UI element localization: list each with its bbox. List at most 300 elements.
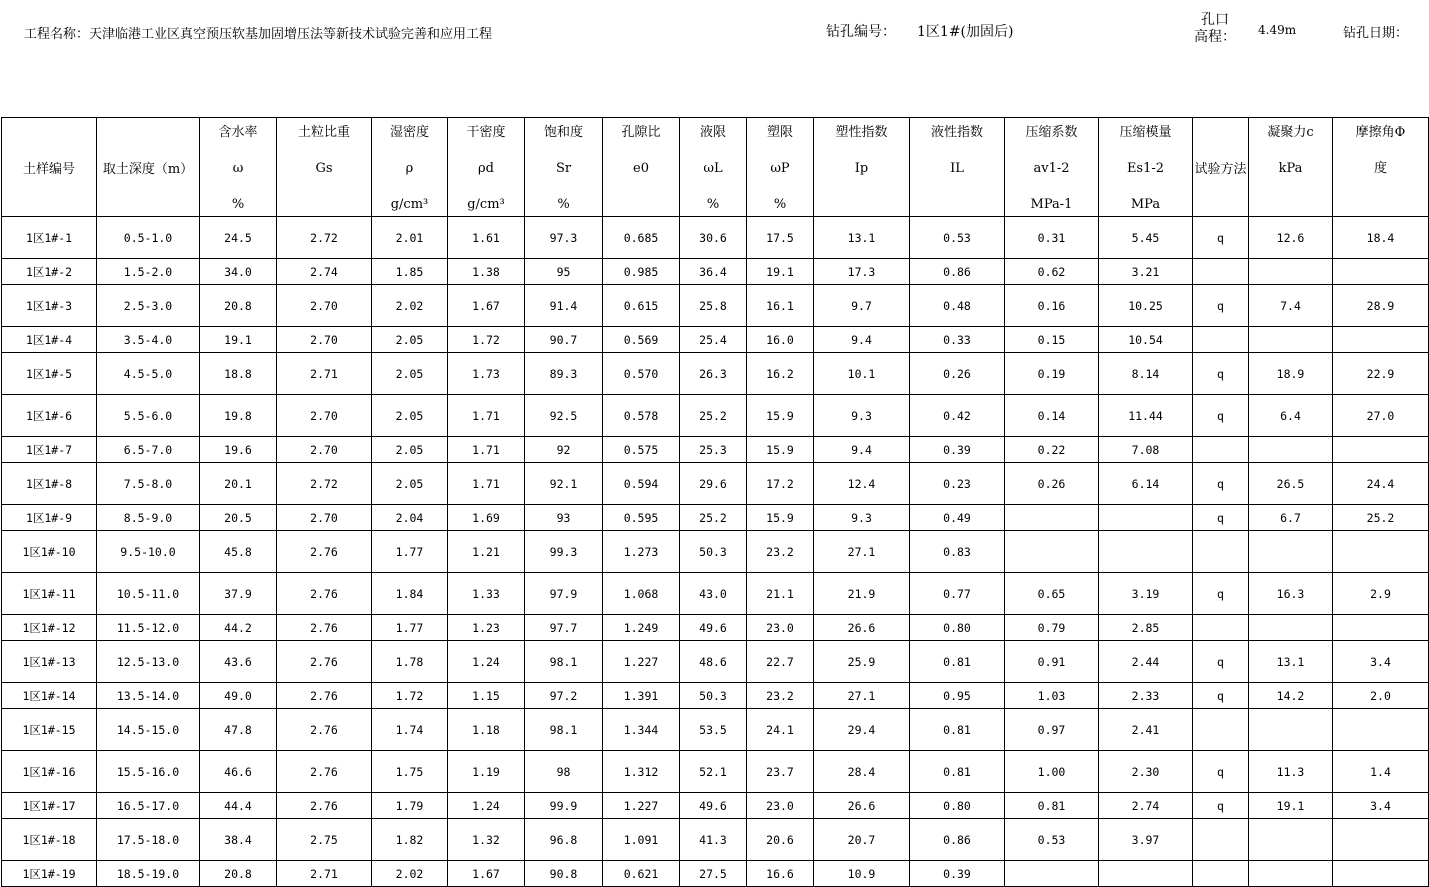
table-cell: 3.97	[1099, 819, 1193, 861]
column-header	[680, 118, 747, 217]
table-cell	[1005, 861, 1099, 887]
table-cell: 25.3	[680, 437, 747, 463]
table-cell: 1.72	[448, 327, 525, 353]
table-cell: 1区1#-10	[2, 531, 97, 573]
table-cell: 96.8	[525, 819, 603, 861]
table-cell: 12.5-13.0	[97, 641, 200, 683]
table-cell: 23.0	[747, 793, 814, 819]
table-cell: 14.5-15.0	[97, 709, 200, 751]
table-cell	[1333, 437, 1429, 463]
project-name: 工程名称：天津临港工业区真空预压软基加固增压法等新技术试验完善和应用工程	[24, 27, 493, 42]
table-cell: 1.15	[448, 683, 525, 709]
table-cell: 2.41	[1099, 709, 1193, 751]
table-cell: q	[1193, 793, 1249, 819]
table-cell: 25.8	[680, 285, 747, 327]
table-cell: 17.2	[747, 463, 814, 505]
table-cell: 1.78	[372, 641, 448, 683]
table-cell: 11.44	[1099, 395, 1193, 437]
table-cell: 6.14	[1099, 463, 1193, 505]
table-cell	[1333, 327, 1429, 353]
soil-test-table	[1, 117, 1429, 887]
table-cell: 29.4	[814, 709, 910, 751]
table-cell: 99.9	[525, 793, 603, 819]
table-cell: 17.3	[814, 259, 910, 285]
column-header	[1333, 118, 1429, 217]
table-cell: 2.76	[277, 641, 372, 683]
table-cell: 1.00	[1005, 751, 1099, 793]
table-cell: 52.1	[680, 751, 747, 793]
table-cell: 15.9	[747, 505, 814, 531]
column-symbol: Es1-2	[1126, 161, 1165, 176]
table-cell: q	[1193, 573, 1249, 615]
table-cell	[1249, 861, 1333, 887]
column-unit	[910, 197, 1004, 213]
table-cell: 1.23	[448, 615, 525, 641]
table-cell: 0.39	[910, 861, 1005, 887]
table-cell: 1区1#-6	[2, 395, 97, 437]
table-cell: 0.22	[1005, 437, 1099, 463]
table-cell: 0.16	[1005, 285, 1099, 327]
table-cell: q	[1193, 217, 1249, 259]
table-cell: 19.6	[200, 437, 277, 463]
table-cell: 1.24	[448, 793, 525, 819]
table-cell: 13.5-14.0	[97, 683, 200, 709]
table-cell	[1099, 531, 1193, 573]
table-cell: 25.2	[680, 395, 747, 437]
table-cell: 98.1	[525, 641, 603, 683]
table-cell: 2.05	[372, 463, 448, 505]
column-title: 孔隙比	[621, 125, 661, 140]
table-cell: 2.70	[277, 285, 372, 327]
table-cell	[1005, 531, 1099, 573]
table-cell: 8.5-9.0	[97, 505, 200, 531]
table-cell: 26.5	[1249, 463, 1333, 505]
table-cell: 22.7	[747, 641, 814, 683]
table-cell: 2.76	[277, 751, 372, 793]
table-cell: 15.9	[747, 395, 814, 437]
table-cell: 0.48	[910, 285, 1005, 327]
column-unit	[1249, 197, 1332, 213]
table-cell: 25.2	[1333, 505, 1429, 531]
table-cell: 12.6	[1249, 217, 1333, 259]
table-cell: 1.61	[448, 217, 525, 259]
column-header	[1005, 118, 1099, 217]
table-cell: 47.8	[200, 709, 277, 751]
column-title: 摩擦角Φ	[1355, 125, 1406, 140]
table-cell: 41.3	[680, 819, 747, 861]
table-row	[2, 217, 1429, 259]
table-cell: 49.6	[680, 793, 747, 819]
table-cell: 20.7	[814, 819, 910, 861]
table-cell: 0.62	[1005, 259, 1099, 285]
table-cell: 43.0	[680, 573, 747, 615]
table-cell: 17.5-18.0	[97, 819, 200, 861]
date-label: 钻孔日期：	[1343, 26, 1409, 41]
table-cell: 1.82	[372, 819, 448, 861]
table-cell	[1333, 615, 1429, 641]
table-cell: 90.7	[525, 327, 603, 353]
table-cell: 1区1#-3	[2, 285, 97, 327]
table-cell: 1.79	[372, 793, 448, 819]
table-cell: 17.5	[747, 217, 814, 259]
table-cell: 0.685	[603, 217, 680, 259]
column-unit	[603, 197, 679, 213]
table-cell: 2.02	[372, 861, 448, 887]
table-cell: 0.985	[603, 259, 680, 285]
table-cell: 2.5-3.0	[97, 285, 200, 327]
table-cell: 22.9	[1333, 353, 1429, 395]
table-row	[2, 751, 1429, 793]
table-cell: 0.31	[1005, 217, 1099, 259]
table-cell: 1.19	[448, 751, 525, 793]
table-cell: 0.53	[910, 217, 1005, 259]
table-cell: 3.21	[1099, 259, 1193, 285]
table-cell: 20.1	[200, 463, 277, 505]
table-cell: 9.7	[814, 285, 910, 327]
column-title: 含水率	[218, 125, 258, 140]
elevation-label	[1194, 12, 1236, 46]
table-cell: 0.5-1.0	[97, 217, 200, 259]
table-cell	[1333, 259, 1429, 285]
column-unit	[277, 197, 371, 213]
table-cell: 0.53	[1005, 819, 1099, 861]
table-cell: 0.81	[1005, 793, 1099, 819]
table-cell: 0.91	[1005, 641, 1099, 683]
table-cell: 0.86	[910, 259, 1005, 285]
elevation-value: 4.49m	[1258, 23, 1297, 37]
table-cell: 2.70	[277, 327, 372, 353]
column-header	[603, 118, 680, 217]
table-cell: 1区1#-9	[2, 505, 97, 531]
table-cell: 1.32	[448, 819, 525, 861]
table-cell	[1249, 327, 1333, 353]
table-cell: 23.7	[747, 751, 814, 793]
table-row	[2, 505, 1429, 531]
table-row	[2, 641, 1429, 683]
table-cell: 1.227	[603, 793, 680, 819]
table-cell	[1333, 861, 1429, 887]
table-cell: 7.4	[1249, 285, 1333, 327]
table-cell: 1.24	[448, 641, 525, 683]
table-cell: 16.1	[747, 285, 814, 327]
table-cell: 1.85	[372, 259, 448, 285]
column-title: 压缩系数	[1025, 125, 1078, 140]
table-cell: 29.6	[680, 463, 747, 505]
table-cell: 1区1#-18	[2, 819, 97, 861]
table-cell	[1249, 709, 1333, 751]
table-cell: 1.73	[448, 353, 525, 395]
table-cell: 5.45	[1099, 217, 1193, 259]
table-cell: 1.84	[372, 573, 448, 615]
column-symbol: ωL	[703, 161, 723, 176]
table-cell: 10.54	[1099, 327, 1193, 353]
table-cell: 97.7	[525, 615, 603, 641]
table-cell	[1249, 437, 1333, 463]
table-cell: 90.8	[525, 861, 603, 887]
column-symbol: av1-2	[1033, 161, 1070, 176]
table-cell: 1区1#-14	[2, 683, 97, 709]
table-cell: 46.6	[200, 751, 277, 793]
table-cell: 1.344	[603, 709, 680, 751]
table-cell: 20.8	[200, 285, 277, 327]
column-unit: %	[231, 197, 245, 212]
table-cell: 1.72	[372, 683, 448, 709]
column-symbol: 度	[1373, 161, 1387, 176]
table-cell: 23.0	[747, 615, 814, 641]
table-cell: 28.9	[1333, 285, 1429, 327]
column-title: 取土深度（m）	[102, 161, 194, 177]
table-cell: 0.81	[910, 751, 1005, 793]
table-cell: 7.5-8.0	[97, 463, 200, 505]
table-row	[2, 395, 1429, 437]
table-cell: 0.97	[1005, 709, 1099, 751]
table-cell: 11.3	[1249, 751, 1333, 793]
table-cell: 2.05	[372, 353, 448, 395]
table-cell: 18.9	[1249, 353, 1333, 395]
table-cell: 3.19	[1099, 573, 1193, 615]
table-cell: q	[1193, 751, 1249, 793]
table-cell: 10.5-11.0	[97, 573, 200, 615]
table-cell: 3.4	[1333, 641, 1429, 683]
table-cell: 93	[525, 505, 603, 531]
table-cell: 2.76	[277, 573, 372, 615]
table-cell: 1区1#-2	[2, 259, 97, 285]
table-cell: 27.1	[814, 531, 910, 573]
table-cell: 0.575	[603, 437, 680, 463]
table-cell: 0.33	[910, 327, 1005, 353]
table-cell: 1.391	[603, 683, 680, 709]
table-cell: 0.83	[910, 531, 1005, 573]
borehole-label: 钻孔编号：	[826, 24, 896, 40]
table-cell: 23.2	[747, 683, 814, 709]
column-header	[372, 118, 448, 217]
table-cell: 1.249	[603, 615, 680, 641]
table-row	[2, 683, 1429, 709]
column-title: 塑限	[766, 125, 793, 140]
table-cell: 2.75	[277, 819, 372, 861]
table-body	[2, 217, 1429, 887]
table-cell: 97.2	[525, 683, 603, 709]
table-cell: 6.5-7.0	[97, 437, 200, 463]
table-cell: 95	[525, 259, 603, 285]
table-cell: 13.1	[1249, 641, 1333, 683]
column-symbol: ωP	[770, 161, 790, 176]
table-cell: 2.76	[277, 683, 372, 709]
table-cell: 2.76	[277, 615, 372, 641]
column-header	[910, 118, 1005, 217]
column-unit: %	[557, 197, 570, 212]
table-cell: 0.578	[603, 395, 680, 437]
table-cell: 1.068	[603, 573, 680, 615]
table-cell: 0.77	[910, 573, 1005, 615]
table-cell	[1333, 819, 1429, 861]
column-title: 试验方法	[1194, 161, 1247, 177]
table-cell: 3.4	[1333, 793, 1429, 819]
table-cell: 16.5-17.0	[97, 793, 200, 819]
column-symbol: ρd	[478, 161, 494, 176]
table-cell: 2.71	[277, 353, 372, 395]
table-cell: 6.7	[1249, 505, 1333, 531]
column-title: 干密度	[466, 125, 506, 140]
table-cell: 0.570	[603, 353, 680, 395]
table-cell: q	[1193, 285, 1249, 327]
column-unit: MPa-1	[1030, 197, 1073, 212]
table-cell: 36.4	[680, 259, 747, 285]
table-cell: 92.1	[525, 463, 603, 505]
column-header	[97, 118, 200, 217]
table-cell: 2.9	[1333, 573, 1429, 615]
table-cell: 2.76	[277, 531, 372, 573]
table-cell: 2.76	[277, 793, 372, 819]
table-row	[2, 709, 1429, 751]
table-cell: 1区1#-19	[2, 861, 97, 887]
elevation-label-line2: 高程：	[1194, 29, 1236, 45]
table-cell: 92.5	[525, 395, 603, 437]
table-cell: 19.1	[1249, 793, 1333, 819]
column-unit: g/cm³	[467, 197, 505, 212]
column-title: 土样编号	[22, 161, 75, 177]
table-cell: 0.95	[910, 683, 1005, 709]
table-row	[2, 259, 1429, 285]
table-row	[2, 353, 1429, 395]
elevation-label-line1: 孔口	[1201, 12, 1229, 28]
table-cell: 0.569	[603, 327, 680, 353]
table-cell: 27.1	[814, 683, 910, 709]
column-title: 湿密度	[389, 125, 429, 140]
table-cell: 18.8	[200, 353, 277, 395]
table-cell: q	[1193, 353, 1249, 395]
table-cell: 2.05	[372, 395, 448, 437]
table-cell: 1区1#-16	[2, 751, 97, 793]
table-cell: 49.0	[200, 683, 277, 709]
table-cell: 2.01	[372, 217, 448, 259]
table-row	[2, 437, 1429, 463]
table-cell: 0.14	[1005, 395, 1099, 437]
column-header	[277, 118, 372, 217]
table-row	[2, 573, 1429, 615]
table-cell	[1249, 259, 1333, 285]
column-symbol: e0	[633, 161, 649, 176]
table-row	[2, 819, 1429, 861]
table-cell: 2.74	[277, 259, 372, 285]
table-cell: 1.71	[448, 463, 525, 505]
table-cell: q	[1193, 395, 1249, 437]
table-cell: 28.4	[814, 751, 910, 793]
table-cell: 1.273	[603, 531, 680, 573]
column-header	[200, 118, 277, 217]
table-cell: 9.3	[814, 505, 910, 531]
column-unit: %	[773, 197, 787, 212]
table-row	[2, 327, 1429, 353]
table-cell: 97.3	[525, 217, 603, 259]
table-cell: 45.8	[200, 531, 277, 573]
column-title: 塑性指数	[835, 125, 888, 140]
table-cell	[1193, 861, 1249, 887]
table-header-row	[2, 118, 1429, 217]
table-cell: 10.1	[814, 353, 910, 395]
table-cell: 1.38	[448, 259, 525, 285]
table-cell: 18.4	[1333, 217, 1429, 259]
table-cell: 2.70	[277, 395, 372, 437]
table-cell: 1.77	[372, 531, 448, 573]
table-cell: 1.227	[603, 641, 680, 683]
table-cell: 24.1	[747, 709, 814, 751]
table-cell: 1.091	[603, 819, 680, 861]
table-cell: 2.05	[372, 437, 448, 463]
table-cell: 20.5	[200, 505, 277, 531]
table-cell: 1区1#-7	[2, 437, 97, 463]
table-cell: 97.9	[525, 573, 603, 615]
table-cell: 9.4	[814, 327, 910, 353]
table-cell: 10.25	[1099, 285, 1193, 327]
column-title: 压缩模量	[1119, 125, 1172, 140]
table-cell: 1.69	[448, 505, 525, 531]
table-cell: 2.76	[277, 709, 372, 751]
table-cell	[1193, 437, 1249, 463]
table-cell: 0.19	[1005, 353, 1099, 395]
table-cell: 9.4	[814, 437, 910, 463]
table-cell: 0.79	[1005, 615, 1099, 641]
column-symbol: Sr	[555, 161, 572, 176]
table-cell: 3.5-4.0	[97, 327, 200, 353]
table-cell: 21.9	[814, 573, 910, 615]
column-unit: MPa	[1130, 197, 1161, 212]
column-unit	[1333, 197, 1428, 213]
table-cell: q	[1193, 463, 1249, 505]
table-cell: 21.1	[747, 573, 814, 615]
table-cell: 0.42	[910, 395, 1005, 437]
table-cell: 14.2	[1249, 683, 1333, 709]
table-cell: 15.9	[747, 437, 814, 463]
table-cell: 1.71	[448, 395, 525, 437]
table-cell: 0.81	[910, 641, 1005, 683]
table-cell	[1099, 861, 1193, 887]
table-cell: 0.39	[910, 437, 1005, 463]
table-cell: 89.3	[525, 353, 603, 395]
column-header	[1099, 118, 1193, 217]
table-cell	[1193, 259, 1249, 285]
table-cell: 1区1#-13	[2, 641, 97, 683]
table-cell: 1.67	[448, 285, 525, 327]
table-cell: 0.23	[910, 463, 1005, 505]
table-cell: 24.5	[200, 217, 277, 259]
table-cell: 0.26	[1005, 463, 1099, 505]
table-cell: 0.26	[910, 353, 1005, 395]
table-cell: 0.65	[1005, 573, 1099, 615]
table-cell: q	[1193, 505, 1249, 531]
table-cell: 2.85	[1099, 615, 1193, 641]
table-cell: 0.80	[910, 793, 1005, 819]
table-cell	[1193, 531, 1249, 573]
table-cell: 1.5-2.0	[97, 259, 200, 285]
table-cell: 37.9	[200, 573, 277, 615]
table-cell: 1.67	[448, 861, 525, 887]
table-cell: 1.33	[448, 573, 525, 615]
table-cell: 43.6	[200, 641, 277, 683]
table-row	[2, 615, 1429, 641]
table-cell: 9.3	[814, 395, 910, 437]
table-cell: 34.0	[200, 259, 277, 285]
table-cell: 44.4	[200, 793, 277, 819]
table-cell: 0.49	[910, 505, 1005, 531]
table-cell: 27.0	[1333, 395, 1429, 437]
table-cell: 16.6	[747, 861, 814, 887]
table-cell: 26.6	[814, 615, 910, 641]
table-cell: 1区1#-17	[2, 793, 97, 819]
table-cell: 26.3	[680, 353, 747, 395]
column-symbol: kPa	[1278, 161, 1303, 176]
table-cell: 50.3	[680, 683, 747, 709]
